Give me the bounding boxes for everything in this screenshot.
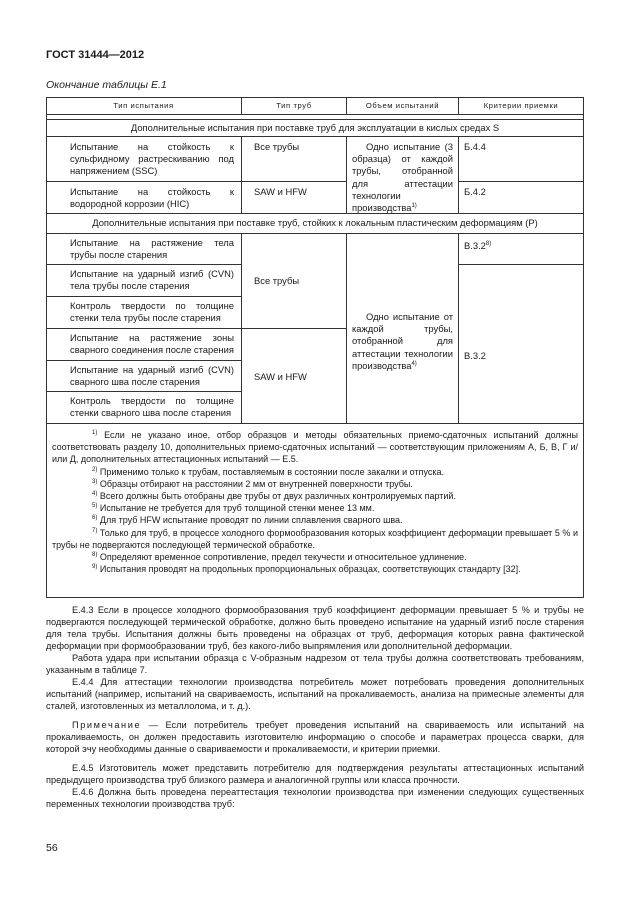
footnote-1: $^{1)}$ Если не указано иное, отбор образцов и методы обязательных приемо-сдаточных испытаний должны соответствовать разделу 10, дополнительных приемо-сдаточных испытаний — соответствующим приложениям А, Б, В, Г и/или Д, дополнительных аттестационных испытаний — Е.5. bbox=[52, 430, 578, 465]
footnote-9: $^{9)}$ Испытания проводят на продольных пропорциональных образцах, соответствующих стандарту [32]. bbox=[92, 564, 521, 575]
test-volume-sour: Одно испытание (3 образца) от каждой трубы, отобранной для аттестации технологии производства$^{1)}$ bbox=[352, 141, 453, 214]
pipe-type-saw-hfw: SAW и HFW bbox=[254, 371, 307, 382]
column-header-pipe-type: Тип труб bbox=[276, 101, 312, 110]
footnote-3: $^{3)}$ Образцы отбирают на расстоянии 2 мм от внутренней поверхности трубы. bbox=[92, 478, 413, 489]
note-paragraph: Примечание — Если потребитель требует проведения испытаний на свариваемость или испытаний на прокаливаемость, он должен предоставить изготовителю информацию о способе и параметрах процесса сварки, для которой эчу необходимы данные о свариваемости и прокаливаемости, и критерии приемки. bbox=[46, 720, 584, 754]
paragraph-e46: Е.4.6 Должна быть проведена переаттестация технологии производства при изменении следующих существенных переменных технологии производства труб: bbox=[46, 787, 584, 809]
page-number: 56 bbox=[46, 842, 58, 854]
criteria-aged-other: В.3.2 bbox=[464, 350, 486, 361]
table-footnotes bbox=[52, 429, 578, 575]
test-aged-cvn-body: Испытание на ударный изгиб (CVN) тела трубы после старения bbox=[70, 268, 234, 292]
footnote-6: $^{6)}$ Для труб HFW испытание проводят по линии сплавления сварного шва. bbox=[92, 515, 403, 526]
footnote-7: $^{7)}$ Только для труб, в процессе холодного формообразования которых коэффициент деформации превышает 5 % и трубы не подвергаются последующей термической обработке. bbox=[52, 527, 578, 550]
paragraph-e43: Е.4.3 Если в процессе холодного формообразования труб коэффициент деформации превышает 5 % и трубы не подвергаются последующей термической обработке, должно быть проведено испытание на ударный изгиб после старения для тела трубы. Испытания должны быть проведены на образцах от труб, деформация которых равна фактической деформации при формообразовании труб, без какого-либо выпрямления или дополнительной деформации. bbox=[46, 605, 584, 651]
footnote-5: $^{5)}$ Испытание не требуется для труб толщиной стенки менее 13 мм. bbox=[92, 503, 375, 514]
body-text bbox=[46, 604, 584, 810]
test-ssc: Испытание на стойкость к сульфидному растрескиванию под напряжением (SSC) bbox=[70, 141, 234, 177]
footnote-8: $^{8)}$ Определяют временное сопротивление, предел текучести и относительное удлинение. bbox=[92, 552, 467, 563]
test-aged-hardness-body: Контроль твердости по толщине стенки тела трубы после старения bbox=[70, 300, 234, 324]
test-aged-cvn-weld: Испытание на ударный изгиб (CVN) сварного шва после старения bbox=[70, 364, 234, 388]
section-title-strain-resistant: Дополнительные испытания при поставке труб, стойких к локальным пластическим деформациям (Р) bbox=[92, 217, 538, 228]
footnote-2: $^{2)}$ Применимо только к трубам, поставляемым в состоянии после закалки и отпуска. bbox=[92, 466, 445, 477]
paragraph-e45: Е.4.5 Изготовитель может представить потребителю для подтверждения результаты аттестационных испытаний предыдущего производства труб близкого размера и аналогичной группы или класса прочности. bbox=[46, 763, 584, 785]
criteria-aged-tensile: В.3.2$^{8)}$ bbox=[464, 240, 492, 251]
paragraph-impact-energy: Работа удара при испытании образца с V-образным надрезом от тела трубы должна соответствовать требованиям, указанным в таблице 7. bbox=[46, 653, 584, 675]
criteria-ssc: Б.4.4 bbox=[464, 141, 486, 152]
pipe-type-hic: SAW и HFW bbox=[254, 186, 307, 197]
pipe-type-all-pipes: Все трубы bbox=[254, 275, 300, 286]
test-aged-tensile-weld: Испытание на растяжение зоны сварного соединения после старения bbox=[70, 332, 234, 356]
test-hic: Испытание на стойкость к водородной коррозии (HIC) bbox=[70, 186, 234, 210]
pipe-type-ssc: Все трубы bbox=[254, 141, 300, 152]
column-header-acceptance-criteria: Критерии приемки bbox=[483, 101, 559, 110]
paragraph-e44: Е.4.4 Для аттестации технологии производства потребитель может потребовать проведения дополнительных испытаний (например, испытаний на свариваемость, испытаний на прокаливаемость, анализа на примесные элементы для сталей, изготовленных из металлолома, и т. д.). bbox=[46, 677, 584, 711]
test-aged-tensile-body: Испытание на растяжение тела трубы после старения bbox=[70, 237, 234, 261]
table-e1 bbox=[46, 97, 584, 598]
footnote-4: $^{4)}$ Всего должны быть отобраны две трубы от двух различных контролируемых партий. bbox=[92, 491, 456, 502]
table-caption: Окончание таблицы Е.1 bbox=[46, 79, 167, 91]
column-header-test-volume: Объем испытаний bbox=[365, 101, 440, 110]
column-header-test-type: Тип испытания bbox=[113, 101, 174, 110]
test-aged-hardness-weld: Контроль твердости по толщине стенки сварного шва после старения bbox=[70, 395, 234, 419]
document-header: ГОСТ 31444—2012 bbox=[46, 49, 145, 61]
section-title-sour-service: Дополнительные испытания при поставке труб для эксплуатации в кислых средах S bbox=[130, 122, 500, 133]
criteria-hic: Б.4.2 bbox=[464, 186, 486, 197]
note-label: Примечание bbox=[72, 720, 142, 730]
test-volume-strain: Одно испытание от каждой трубы, отобранной для аттестации технологии производства$^{4)}$ bbox=[352, 311, 453, 371]
